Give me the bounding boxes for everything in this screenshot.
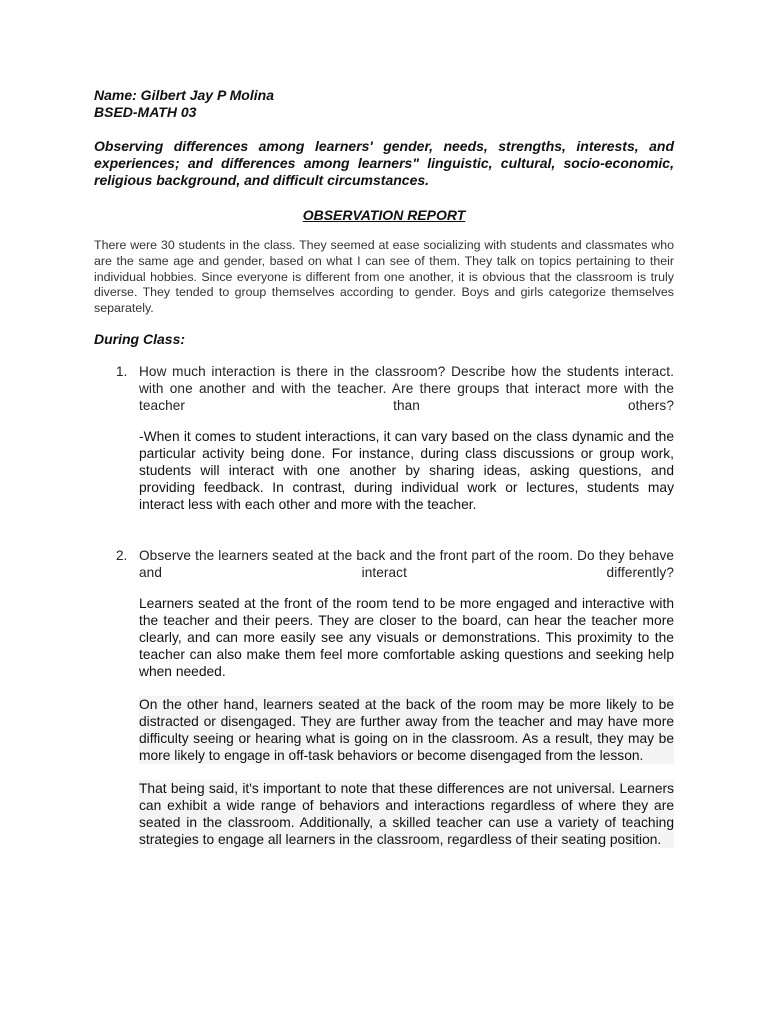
question-number: 2.: [116, 547, 128, 563]
student-name: Name: Gilbert Jay P Molina: [94, 87, 274, 103]
answer-paragraph: Learners seated at the front of the room tend to be more engaged and interactive with the teacher and their peers. They are closer to the board, can hear the teacher more clearly, and can more easily see any visuals or demonstrations. This proximity to the teacher can also make them feel more comfortable asking questions and seeking help when needed.: [139, 595, 674, 679]
question-text: How much interaction is there in the classroom? Describe how the students interact. with one another and with the teacher. Are there groups that interact more with the teacher than others?: [139, 363, 674, 413]
document-page: [94, 87, 674, 848]
question-1: [94, 363, 674, 513]
observation-topic: Observing differences among learners' gender, needs, strengths, interests, and experiences; and differences among learners" linguistic, cultural, socio-economic, religious background, and difficult circumstances.: [94, 138, 674, 188]
question-text: Observe the learners seated at the back and the front part of the room. Do they behave and interact differently?: [139, 547, 674, 580]
section-heading-during-class: During Class:: [94, 330, 186, 347]
answer-paragraph: -When it comes to student interactions, it can vary based on the class dynamic and the particular activity being done. For instance, during class discussions or group work, students will interact with one another by sharing ideas, asking questions, and providing feedback. In contrast, during individual work or lectures, students may interact less with each other and more with the teacher.: [139, 428, 674, 512]
course-code: BSED-MATH 03: [94, 104, 197, 120]
report-title: OBSERVATION REPORT: [302, 207, 466, 223]
question-2: [94, 547, 674, 848]
intro-paragraph: There were 30 students in the class. They seemed at ease socializing with students and classmates who are the same age and gender, based on what I can see of them. They talk on topics pertaining to their individual hobbies. Since everyone is different from one another, it is obvious that the classroom is truly diverse. They tended to group themselves according to gender. Boys and girls categorize themselves separately.: [94, 238, 674, 316]
answer-paragraph: On the other hand, learners seated at the back of the room may be more likely to be distracted or disengaged. They are further away from the teacher and may have more difficulty seeing or hearing what is going on in the classroom. As a result, they may be more likely to engage in off-task behaviors or become disengaged from the lesson.: [139, 696, 674, 763]
answer-paragraph: That being said, it's important to note that these differences are not universal. Learners can exhibit a wide range of behaviors and interactions regardless of where they are seated in the classroom. Additionally, a skilled teacher can use a variety of teaching strategies to engage all learners in the classroom, regardless of their seating position.: [139, 780, 674, 847]
question-number: 1.: [116, 363, 128, 379]
